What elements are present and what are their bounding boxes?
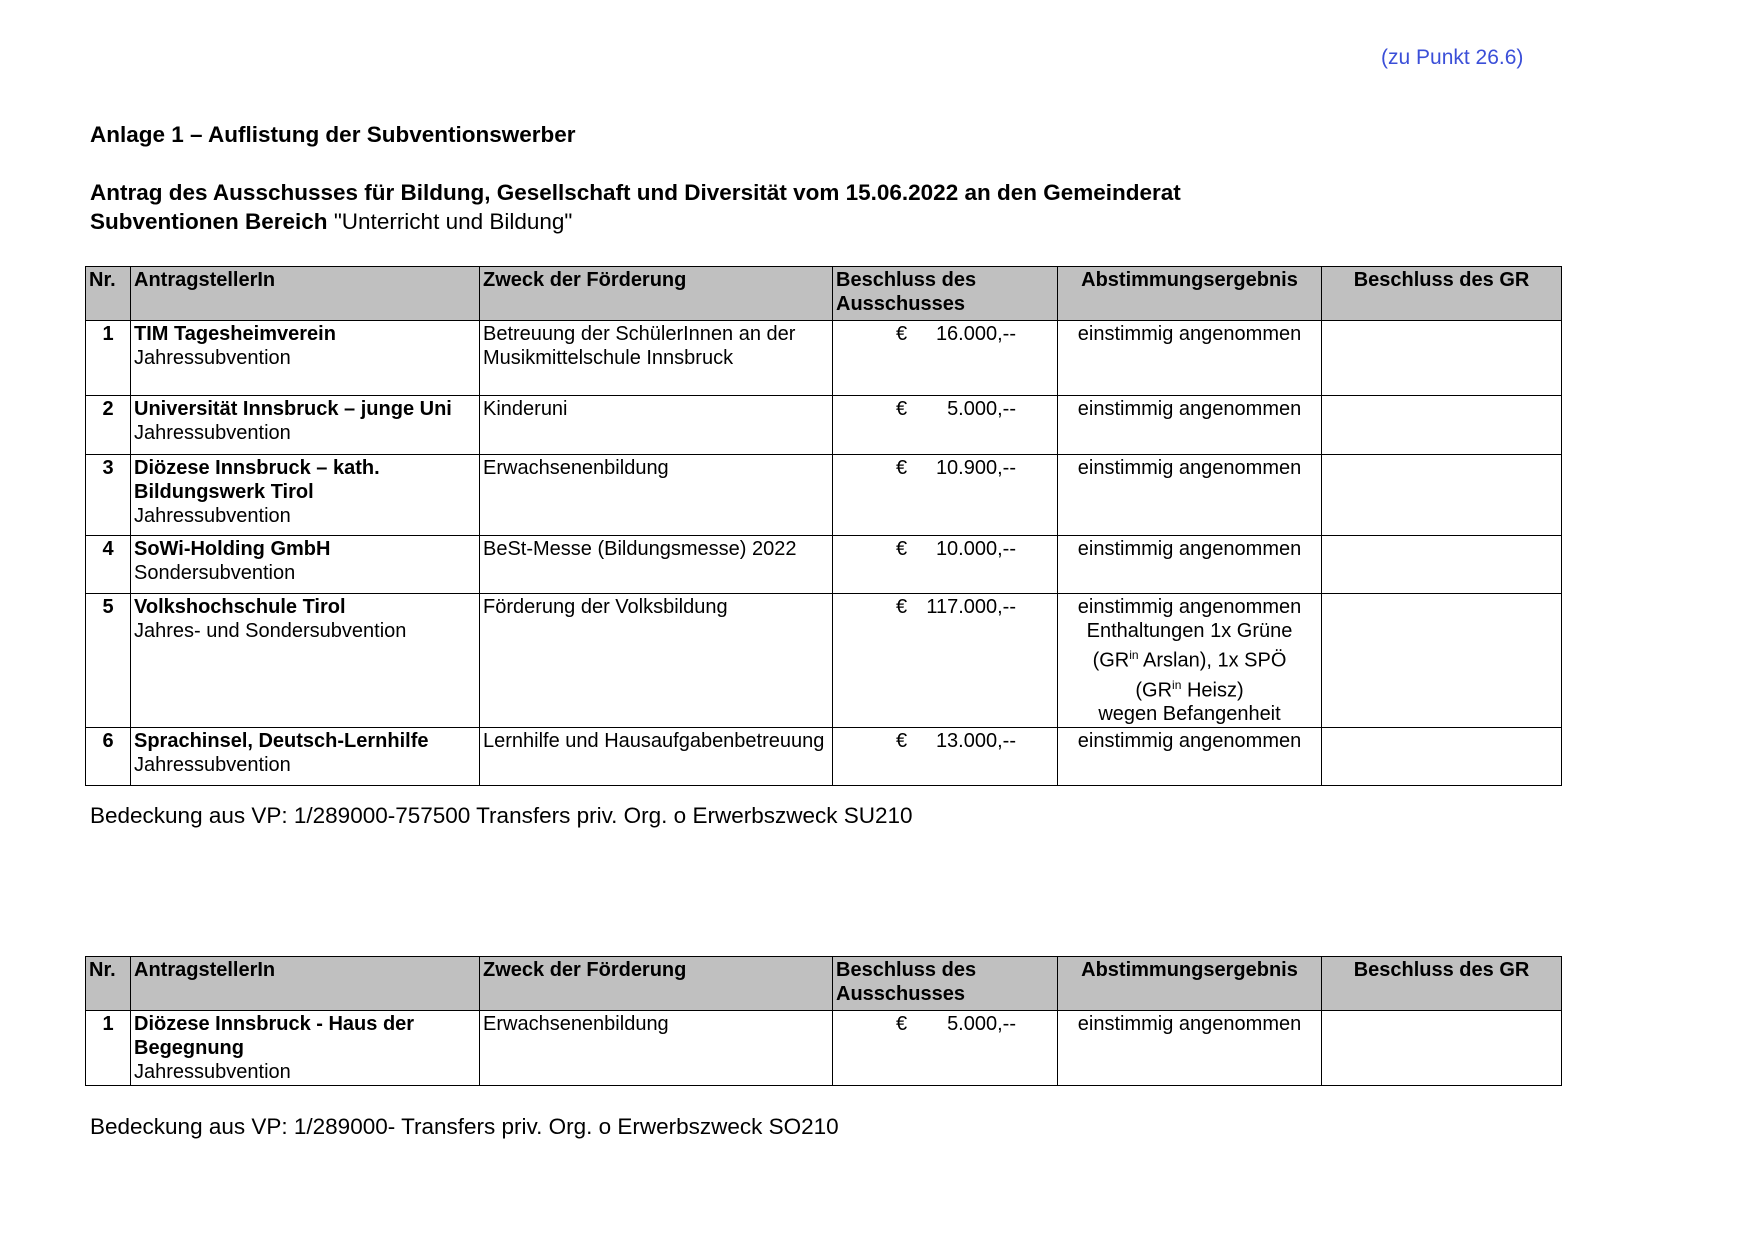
row-purpose: Kinderuni: [480, 396, 833, 455]
table-row: [86, 1011, 1562, 1086]
applicant-name: Diözese Innsbruck - Haus der Begegnung: [134, 1013, 415, 1059]
subsidy-type: Jahressubvention: [134, 754, 291, 777]
row-applicant: [131, 455, 480, 536]
vote-result: einstimmig angenommen: [1077, 596, 1302, 618]
table-row: [86, 536, 1562, 594]
row-nr: 6: [86, 728, 131, 786]
vote-abstention-reason: wegen Befangenheit: [1098, 703, 1281, 726]
budget-coverage-note-2: Bedeckung aus VP: 1/289000- Transfers priv. Org. o Erwerbszweck SO210: [90, 1114, 839, 1139]
row-nr: 5: [86, 594, 131, 728]
currency: €: [896, 596, 908, 618]
row-gr-decision: [1322, 728, 1562, 786]
subsidy-area-value: "Unterricht und Bildung": [333, 209, 573, 234]
row-amount: [833, 321, 1058, 396]
row-gr-decision: [1322, 594, 1562, 728]
applicant-name: Diözese Innsbruck – kath. Bildungswerk Tirol: [134, 457, 380, 503]
subsidy-table-1: [85, 266, 1562, 786]
subsidy-type: Sondersubvention: [134, 562, 296, 584]
col-header-nr: Nr.: [86, 957, 131, 1011]
budget-coverage-note-1: Bedeckung aus VP: 1/289000-757500 Transfers priv. Org. o Erwerbszweck SU210: [90, 803, 913, 828]
subsidy-area-label: Subventionen Bereich: [90, 209, 328, 234]
applicant-name: SoWi-Holding GmbH: [134, 538, 331, 560]
table-row: [86, 396, 1562, 455]
row-gr-decision: [1322, 321, 1562, 396]
col-header-vote: Abstimmungsergebnis: [1058, 957, 1322, 1011]
currency: €: [896, 1013, 908, 1035]
col-header-vote: Abstimmungsergebnis: [1058, 267, 1322, 321]
row-purpose: Erwachsenenbildung: [480, 1011, 833, 1086]
row-amount: [833, 728, 1058, 786]
row-vote: einstimmig angenommen: [1058, 455, 1322, 536]
row-gr-decision: [1322, 396, 1562, 455]
row-purpose: Erwachsenenbildung: [480, 455, 833, 536]
table-row: [86, 728, 1562, 786]
subsidy-type: Jahres- und Sondersubvention: [134, 620, 407, 642]
row-nr: 1: [86, 1011, 131, 1086]
currency: €: [896, 323, 908, 345]
vote-abstentions: Enthaltungen 1x Grüne: [1086, 620, 1293, 642]
subsidy-type: Jahressubvention: [134, 1061, 291, 1083]
currency: €: [896, 538, 908, 560]
col-header-nr: Nr.: [86, 267, 131, 321]
agenda-reference: (zu Punkt 26.6): [1381, 46, 1524, 69]
table-row: [86, 594, 1562, 728]
subsidy-table-2: [85, 956, 1562, 1086]
motion-heading: Antrag des Ausschusses für Bildung, Gesellschaft und Diversität vom 15.06.2022 an den Gemeinderat: [90, 180, 1181, 205]
vote-abstention-detail-1: ($GR^{in}$ Arslan), 1x SPÖ: [1092, 648, 1287, 672]
table-header-row: [86, 267, 1562, 321]
currency: €: [896, 730, 908, 753]
table-row: [86, 321, 1562, 396]
row-applicant: [131, 728, 480, 786]
row-nr: 2: [86, 396, 131, 455]
col-header-decision: Beschluss des Ausschusses: [833, 267, 1058, 321]
subsidy-type: Jahressubvention: [134, 347, 291, 369]
vote-abstention-detail-2: ($GR^{in}$ Heisz): [1135, 677, 1244, 702]
row-purpose: Lernhilfe und Hausaufgabenbetreuung: [480, 728, 833, 786]
row-amount: [833, 594, 1058, 728]
table-header-row: [86, 957, 1562, 1011]
row-applicant: [131, 396, 480, 455]
amount: 5.000,--: [947, 1013, 1016, 1035]
row-vote: einstimmig angenommen: [1058, 536, 1322, 594]
row-purpose: Betreuung der SchülerInnen an der Musikmittelschule Innsbruck: [480, 321, 833, 396]
row-vote: einstimmig angenommen: [1058, 321, 1322, 396]
amount: 5.000,--: [947, 398, 1016, 420]
row-purpose: Förderung der Volksbildung: [480, 594, 833, 728]
amount: 10.000,--: [935, 538, 1016, 560]
row-vote: [1058, 594, 1322, 728]
row-nr: 1: [86, 321, 131, 396]
applicant-name: Universität Innsbruck – junge Uni: [134, 398, 452, 420]
row-vote: einstimmig angenommen: [1058, 1011, 1322, 1086]
col-header-decision: Beschluss des Ausschusses: [833, 957, 1058, 1011]
row-applicant: [131, 594, 480, 728]
row-gr-decision: [1322, 536, 1562, 594]
amount: 117.000,--: [926, 596, 1016, 618]
row-gr-decision: [1322, 1011, 1562, 1086]
subsidy-type: Jahressubvention: [134, 505, 291, 527]
amount: 13.000,--: [935, 730, 1016, 753]
row-amount: [833, 1011, 1058, 1086]
applicant-name: TIM Tagesheimverein: [134, 323, 336, 345]
col-header-purpose: Zweck der Förderung: [480, 957, 833, 1011]
row-applicant: [131, 536, 480, 594]
col-header-applicant: AntragstellerIn: [131, 957, 480, 1011]
row-nr: 4: [86, 536, 131, 594]
row-nr: 3: [86, 455, 131, 536]
subsidy-type: Jahressubvention: [134, 422, 291, 444]
col-header-applicant: AntragstellerIn: [131, 267, 480, 321]
row-applicant: [131, 1011, 480, 1086]
subsidy-area-heading: [90, 209, 572, 235]
col-header-purpose: Zweck der Förderung: [480, 267, 833, 321]
currency: €: [896, 398, 908, 420]
applicant-name: Volkshochschule Tirol: [134, 596, 346, 618]
row-amount: [833, 396, 1058, 455]
row-amount: [833, 455, 1058, 536]
amount: 10.900,--: [935, 457, 1016, 479]
table-row: [86, 455, 1562, 536]
row-vote: einstimmig angenommen: [1058, 728, 1322, 786]
amount: 16.000,--: [935, 323, 1016, 345]
row-vote: einstimmig angenommen: [1058, 396, 1322, 455]
col-header-gr: Beschluss des GR: [1322, 267, 1562, 321]
currency: €: [896, 457, 908, 479]
col-header-gr: Beschluss des GR: [1322, 957, 1562, 1011]
row-amount: [833, 536, 1058, 594]
row-gr-decision: [1322, 455, 1562, 536]
row-purpose: BeSt-Messe (Bildungsmesse) 2022: [480, 536, 833, 594]
page-title: Anlage 1 – Auflistung der Subventionswerber: [90, 122, 576, 147]
row-applicant: [131, 321, 480, 396]
applicant-name: Sprachinsel, Deutsch-Lernhilfe: [134, 730, 429, 753]
